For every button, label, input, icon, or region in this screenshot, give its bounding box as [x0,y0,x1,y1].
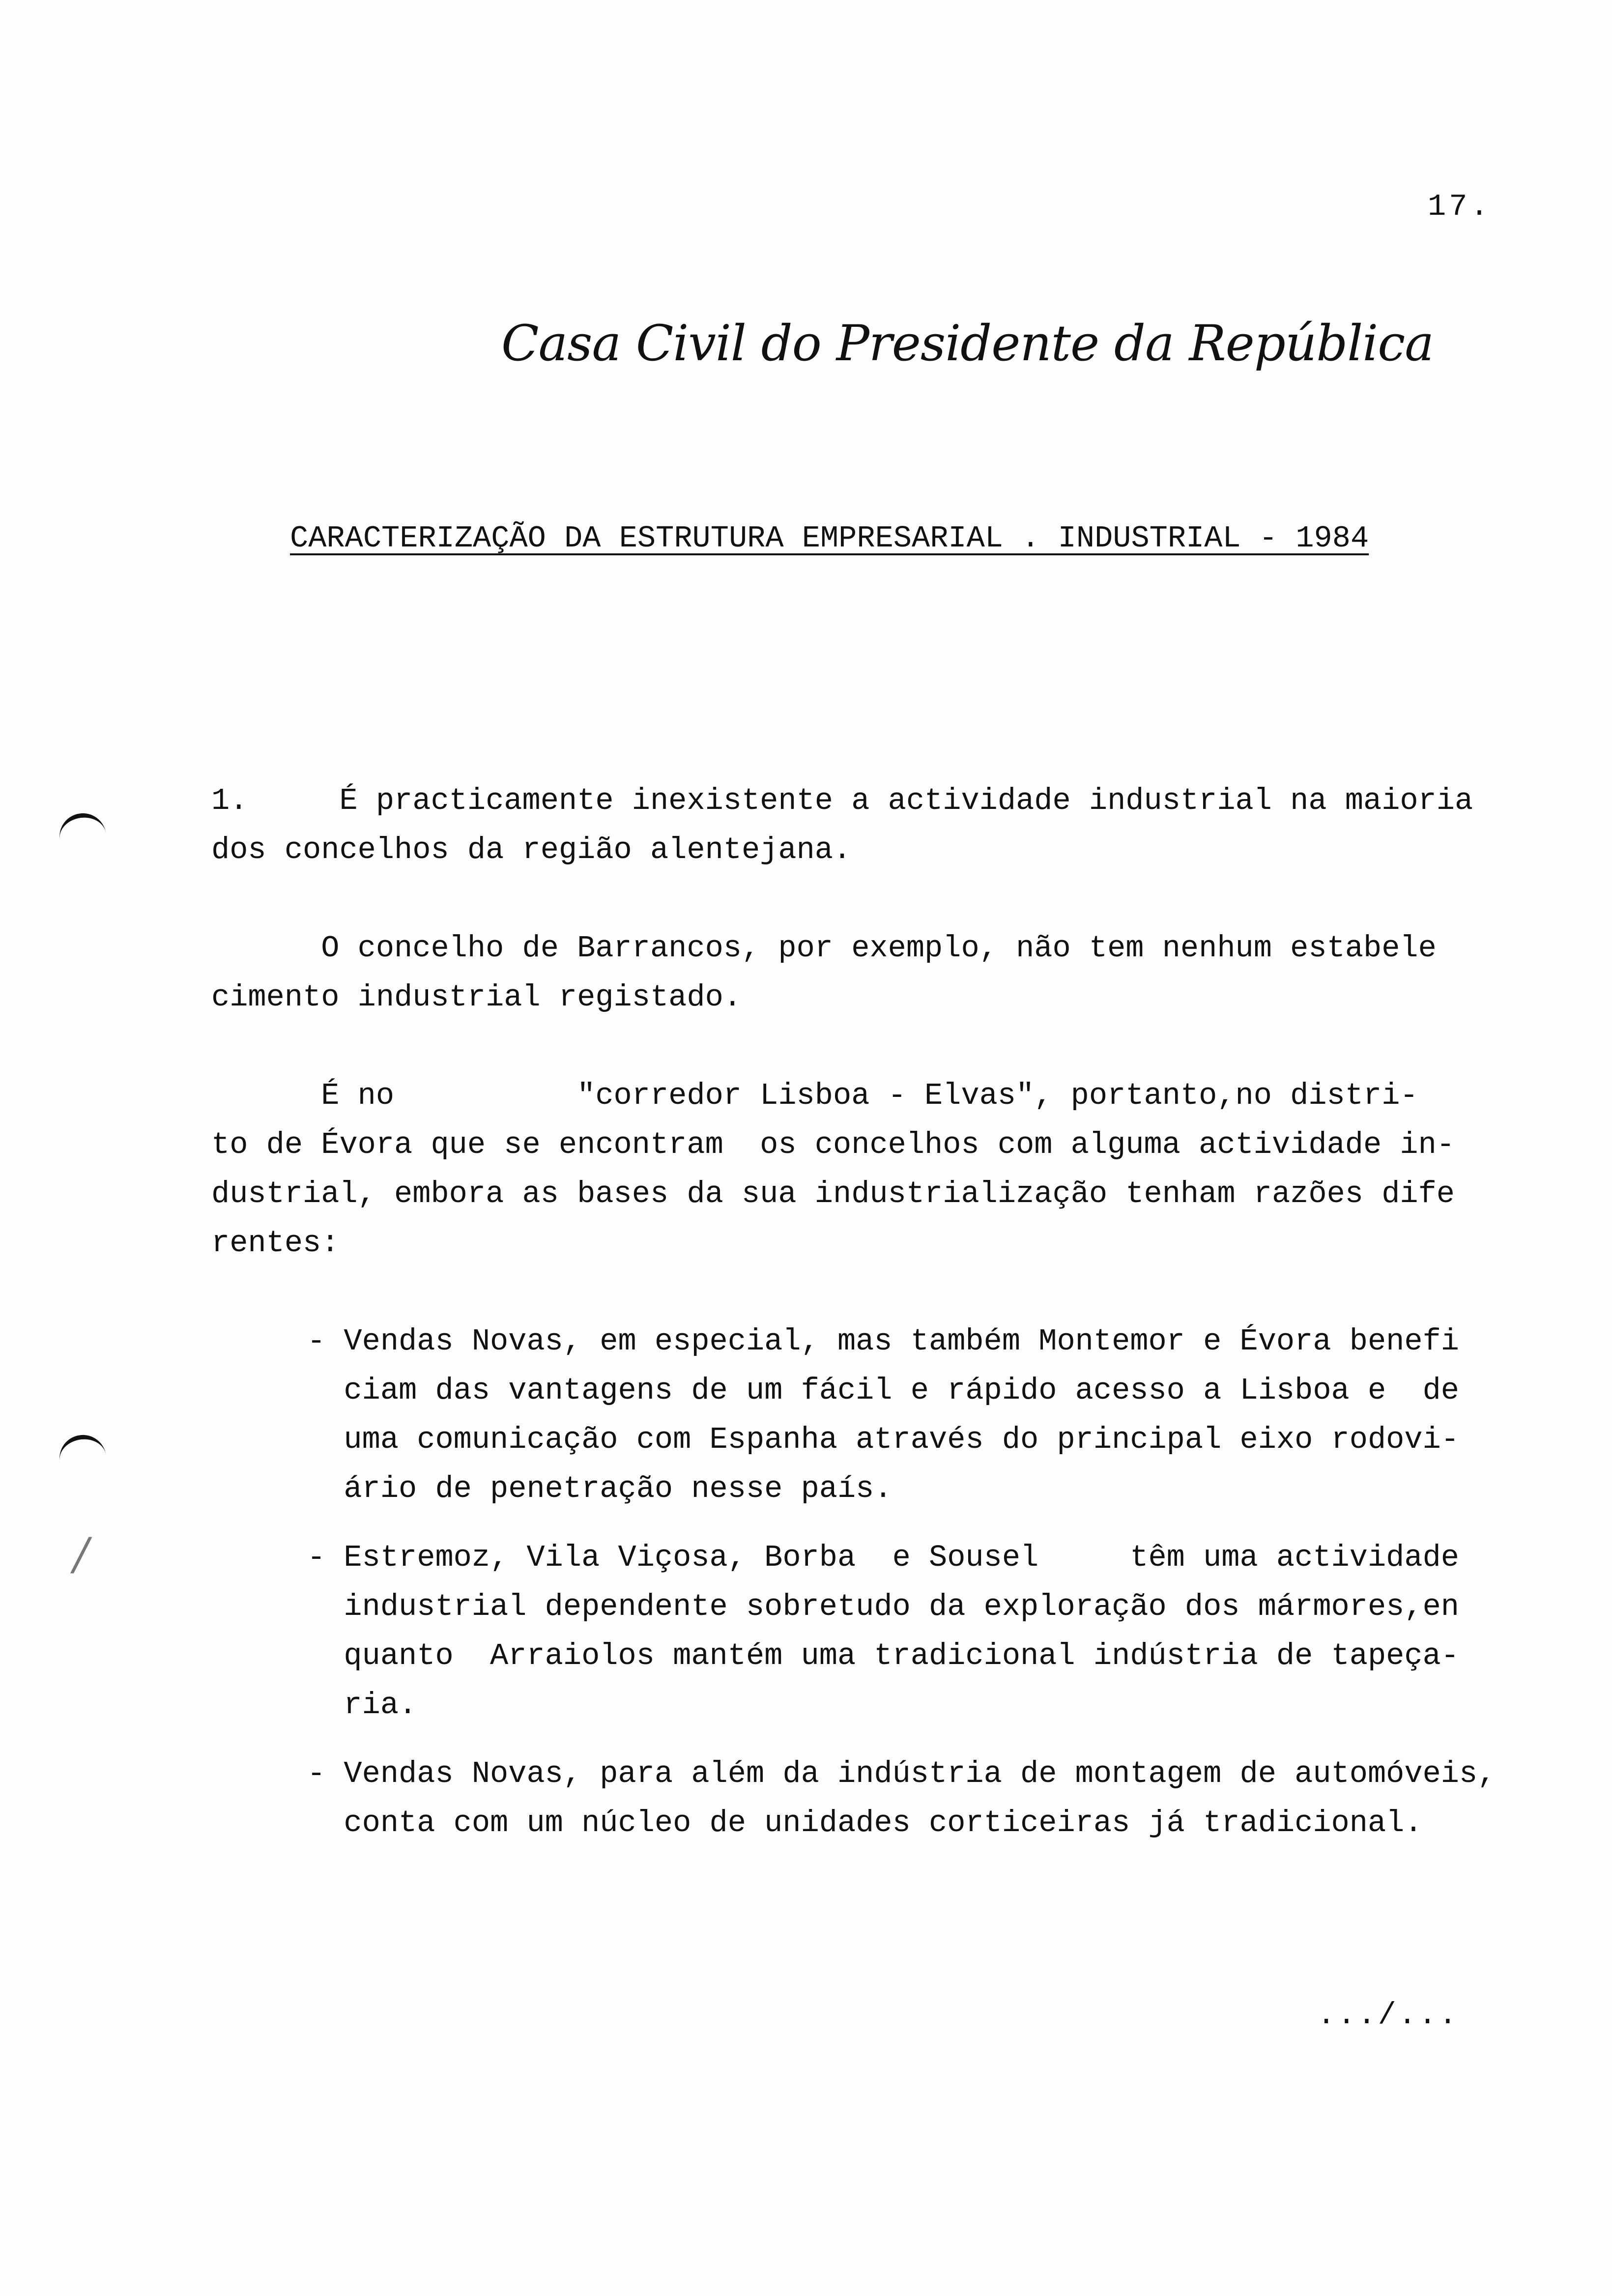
bullet-item-3: - Vendas Novas, para além da indústria de montagem de automóveis, conta com um núcleo de unidades corticeiras já tradicional. [307,1756,1496,1840]
continuation-mark: .../... [1317,1998,1459,2033]
paragraph-1: 1. É practicamente inexistente a actividade industrial na maioria dos concelhos da região alentejana. [211,783,1473,867]
paragraph-2: O concelho de Barrancos, por exemplo, não tem nenhum estabele cimento industrial registado. [211,931,1437,1015]
bullet-item-2: - Estremoz, Vila Viçosa, Borba e Sousel têm uma actividade industrial dependente sobretudo da exploração dos mármores,en quanto Arraiolos mantém uma tradicional indústria de tapeça- ria. [307,1540,1459,1722]
margin-scribble-mark: / [74,1528,89,1580]
letterhead: Casa Civil do Presidente da República [501,315,1434,372]
bullet-item-1: - Vendas Novas, em especial, mas também Montemor e Évora benefi ciam das vantagens de um fácil e rápido acesso a Lisboa e de uma comunicação com Espanha através do principal eixo rodovi- ário de penetração nesse país. [307,1324,1459,1506]
margin-punch-mark [57,1432,108,1477]
paragraph-3: É no "corredor Lisboa - Elvas", portanto,no distri- to de Évora que se encontram os concelhos com alguma actividade in- dustrial, embora as bases da sua industrialização tenham razões dife rentes: [211,1078,1455,1261]
margin-punch-mark [57,810,108,855]
page-number: 17. [1428,189,1492,224]
document-title: CARACTERIZAÇÃO DA ESTRUTURA EMPRESARIAL . INDUSTRIAL - 1984 [290,521,1369,556]
